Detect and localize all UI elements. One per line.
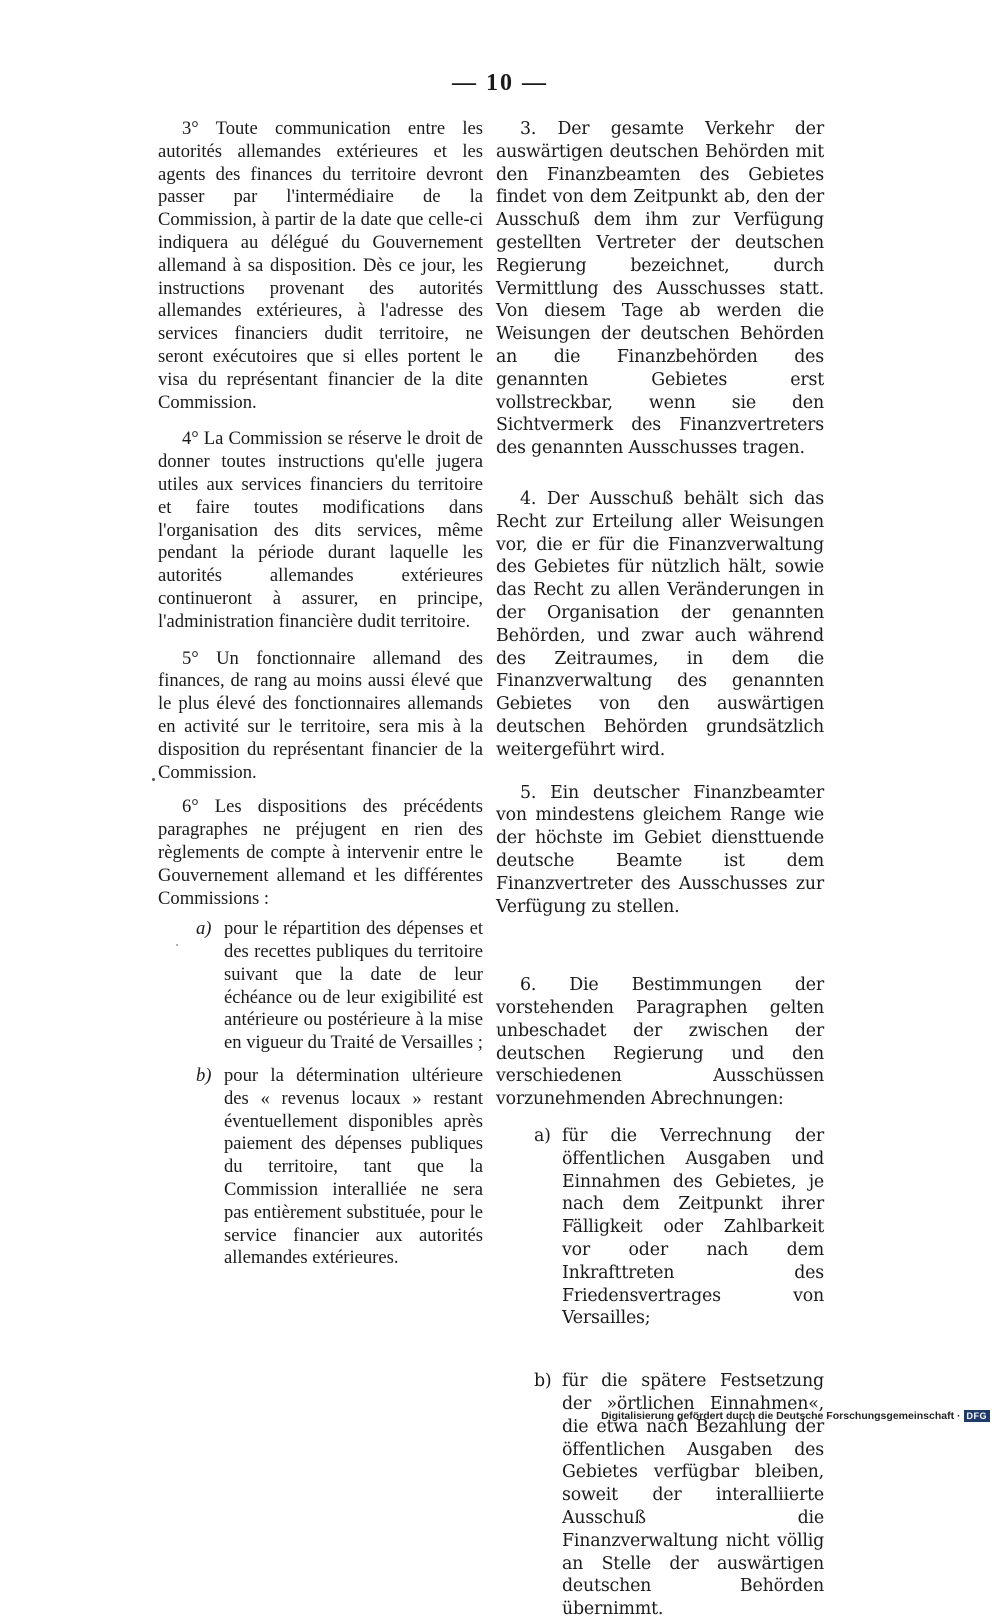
french-column	[158, 118, 483, 1270]
french-item-b	[158, 1065, 483, 1270]
german-item-a-label: a)	[534, 1126, 551, 1147]
german-paragraph-6: 6. Die Bestimmungen der vorstehenden Paragraphen gelten unbeschadet der zwischen der deutschen Regierung und den verschiedenen Ausschüssen vorzunehmenden Abrechnungen:	[496, 975, 824, 1110]
german-paragraph-5: 5. Ein deutscher Finanzbeamter von mindestens gleichem Range wie der höchste im Gebiet diensttuende deutsche Beamte ist dem Finanzvertreter des Ausschusses zur Verfügung zu stellen.	[496, 782, 824, 917]
french-paragraph-5: 5° Un fonctionnaire allemand des finances, de rang au moins aussi élevé que le plus élevé des fonctionnaires allemands en activité sur le territoire, sera mis à la disposition du représentant financier de la Commission.	[158, 647, 483, 783]
french-item-a-text: pour le répartition des dépenses et des recettes publiques du territoire suivant que la date de leur échéance ou de leur exigibilité est antérieure ou postérieure à la mise en vigueur du Traité de Versailles ;	[224, 918, 483, 1054]
french-item-a-label: a)	[196, 918, 212, 940]
french-item-b-label: b)	[196, 1065, 212, 1087]
page-number: — 10 —	[452, 70, 548, 96]
german-column	[496, 118, 824, 1621]
german-item-b-label: b)	[534, 1371, 552, 1392]
french-item-b-text: pour la détermination ultérieure des « revenus locaux » restant éventuellement disponibles après paiement des dépenses publiques du territoire, tant que la Commission interalliée ne sera pas entièrement substituée, pour le service financier aux autorités allemandes extérieures.	[224, 1065, 483, 1269]
german-paragraph-4: 4. Der Ausschuß behält sich das Recht zur Erteilung aller Weisungen vor, die er für die Finanzverwaltung des Gebietes für nützlich hält, sowie das Recht zu allen Veränderungen in der Organisation der genannten Behörden, und zwar auch während des Zeitraumes, in dem die Finanzverwaltung des genannten Gebietes von den auswärtigen deutschen Behörden grundsätzlich weitergeführt wird.	[496, 488, 824, 760]
footer-credit	[601, 1410, 990, 1422]
french-paragraph-3: 3° Toute communication entre les autorités allemandes extérieures et les agents des finances du territoire devront passer par l'intermédiaire de la Commission, à partir de la date que celle-ci indiquera au délégué du Gouvernement allemand à sa disposition. Dès ce jour, les instructions provenant des autorités allemandes extérieures, à l'adresse des services financiers dudit territoire, ne seront exécutoires que si elles portent le visa du représentant financier de la dite Commission.	[158, 118, 483, 413]
german-paragraph-3: 3. Der gesamte Verkehr der auswärtigen deutschen Behörden mit den Finanzbeamten des Gebietes findet von dem Zeitpunkt ab, den der Ausschuß dem ihm zur Verfügung gestellten Vertreter der deutschen Regierung bezeichnet, durch Vermittlung des Ausschusses statt. Von diesem Tage ab werden die Weisungen der deutschen Behörden an die Finanzbehörden des genannten Gebietes erst vollstreckbar, wenn sie den Sichtvermerk des Finanzvertreters des genannten Ausschusses tragen.	[496, 119, 824, 459]
footer-text: Digitalisierung gefördert durch die Deutsche Forschungsgemeinschaft ·	[601, 1410, 961, 1422]
french-paragraph-6: 6° Les dispositions des précédents paragraphes ne préjugent en rien des règlements de compte à intervenir entre le Gouvernement allemand et les différentes Commissions :	[158, 796, 483, 909]
german-item-a-text: für die Verrechnung der öffentlichen Ausgaben und Einnahmen des Gebietes, je nach dem Zeitpunkt ihrer Fälligkeit oder Zahlbarkeit vor oder nach dem Inkrafttreten des Friedensvertrages von Versailles;	[562, 1126, 824, 1329]
ink-speck	[152, 778, 155, 781]
german-item-b-text: für die spätere Festsetzung der »örtlichen Einnahmen«, die etwa nach Bezahlung der öffentlichen Ausgaben des Gebietes verfügbar bleiben, soweit der interalliierte Ausschuß die Finanzverwaltung nicht völlig an Stelle der auswärtigen deutschen Behörden übernimmt.	[562, 1371, 824, 1620]
german-item-b	[496, 1370, 824, 1621]
german-item-a	[496, 1125, 824, 1330]
french-paragraph-4: 4° La Commission se réserve le droit de donner toutes instructions qu'elle jugera utiles aux services financiers du territoire et faire toutes modifications dans l'organisation des dits services, même pendant la période durant laquelle les autorités allemandes extérieures continueront à assurer, en principe, l'administration financière dudit territoire.	[158, 428, 483, 632]
dfg-logo: DFG	[964, 1410, 991, 1422]
ink-speck	[176, 944, 178, 946]
french-item-a	[158, 918, 483, 1055]
